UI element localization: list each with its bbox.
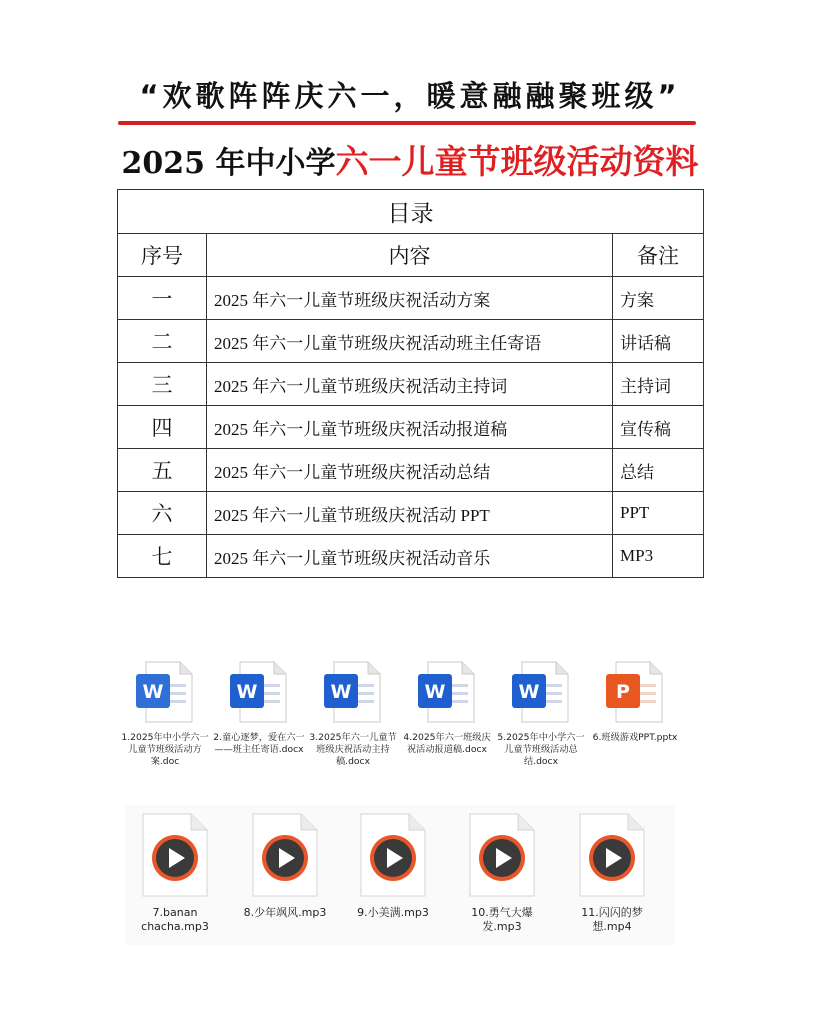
file-name: 8.少年飒风.mp3	[243, 906, 327, 919]
file-item[interactable]	[213, 660, 305, 756]
media-play-icon	[359, 812, 427, 898]
svg-text:W: W	[236, 681, 258, 703]
row-num: 三	[118, 363, 207, 406]
file-name: 1.2025年中小学六一儿童节班级活动方案.doc	[121, 732, 209, 767]
svg-text:W: W	[518, 681, 540, 703]
table-row	[118, 363, 704, 406]
file-item[interactable]	[307, 660, 399, 768]
table-row	[118, 535, 704, 578]
file-item[interactable]	[401, 660, 493, 756]
row-num: 四	[118, 406, 207, 449]
table-row	[118, 449, 704, 492]
row-num: 五	[118, 449, 207, 492]
file-name: 4.2025年六一班级庆祝活动报道稿.docx	[403, 732, 491, 755]
table-row	[118, 277, 704, 320]
row-content: 2025 年六一儿童节班级庆祝活动报道稿	[207, 406, 613, 449]
media-play-icon	[578, 812, 646, 898]
file-item[interactable]	[589, 660, 681, 744]
media-play-icon	[141, 812, 209, 898]
word-doc-icon	[414, 660, 480, 726]
row-note: 宣传稿	[613, 406, 704, 449]
table-row	[118, 320, 704, 363]
file-name: 5.2025年中小学六一儿童节班级活动总结.docx	[497, 732, 585, 767]
row-content: 2025 年六一儿童节班级庆祝活动总结	[207, 449, 613, 492]
file-name: 3.2025年六一儿童节班级庆祝活动主持稿.docx	[309, 732, 397, 767]
row-content: 2025 年六一儿童节班级庆祝活动主持词	[207, 363, 613, 406]
row-num: 二	[118, 320, 207, 363]
file-name: 10.勇气大爆发.mp3	[471, 906, 533, 933]
row-note: 总结	[613, 449, 704, 492]
file-name: 11.闪闪的梦想.mp4	[581, 906, 643, 933]
file-item[interactable]	[495, 660, 587, 768]
file-item[interactable]	[119, 660, 211, 768]
file-name: 6.班级游戏PPT.pptx	[592, 732, 678, 743]
title-highlight: 六一儿童节班级活动资料	[335, 142, 699, 181]
col-header-num: 序号	[118, 234, 207, 277]
row-note: 主持词	[613, 363, 704, 406]
row-content: 2025 年六一儿童节班级庆祝活动方案	[207, 277, 613, 320]
svg-text:W: W	[424, 681, 446, 703]
media-file-item[interactable]	[127, 812, 223, 934]
slogan: “欢歌阵阵庆六一，暖意融融聚班级”	[139, 79, 681, 113]
word-doc-icon	[508, 660, 574, 726]
row-content: 2025 年六一儿童节班级庆祝活动班主任寄语	[207, 320, 613, 363]
col-header-content: 内容	[207, 234, 613, 277]
red-divider	[118, 121, 696, 125]
media-file-item[interactable]	[237, 812, 333, 920]
col-header-note: 备注	[613, 234, 704, 277]
row-note: 方案	[613, 277, 704, 320]
row-note: 讲话稿	[613, 320, 704, 363]
media-play-icon	[468, 812, 536, 898]
svg-text:P: P	[616, 681, 630, 703]
toc-heading: 目录	[118, 190, 704, 234]
word-doc-icon	[132, 660, 198, 726]
powerpoint-icon	[602, 660, 668, 726]
media-file-item[interactable]	[454, 812, 550, 934]
table-row	[118, 492, 704, 535]
page-title	[0, 136, 820, 183]
row-num: 七	[118, 535, 207, 578]
title-prefix: 2025 年中小学	[121, 146, 336, 181]
toc-table	[117, 189, 704, 578]
file-name: 2.童心逐梦，爱在六一——班主任寄语.docx	[213, 732, 305, 755]
row-content: 2025 年六一儿童节班级庆祝活动 PPT	[207, 492, 613, 535]
media-file-item[interactable]	[345, 812, 441, 920]
word-doc-icon	[226, 660, 292, 726]
word-doc-icon	[320, 660, 386, 726]
media-file-item[interactable]	[564, 812, 660, 934]
file-name: 9.小美满.mp3	[357, 906, 429, 919]
media-play-icon	[251, 812, 319, 898]
row-num: 六	[118, 492, 207, 535]
table-row	[118, 406, 704, 449]
row-note: PPT	[613, 492, 704, 535]
row-content: 2025 年六一儿童节班级庆祝活动音乐	[207, 535, 613, 578]
row-num: 一	[118, 277, 207, 320]
row-note: MP3	[613, 535, 704, 578]
svg-text:W: W	[142, 681, 164, 703]
file-name: 7.banan chacha.mp3	[141, 906, 209, 933]
svg-text:W: W	[330, 681, 352, 703]
